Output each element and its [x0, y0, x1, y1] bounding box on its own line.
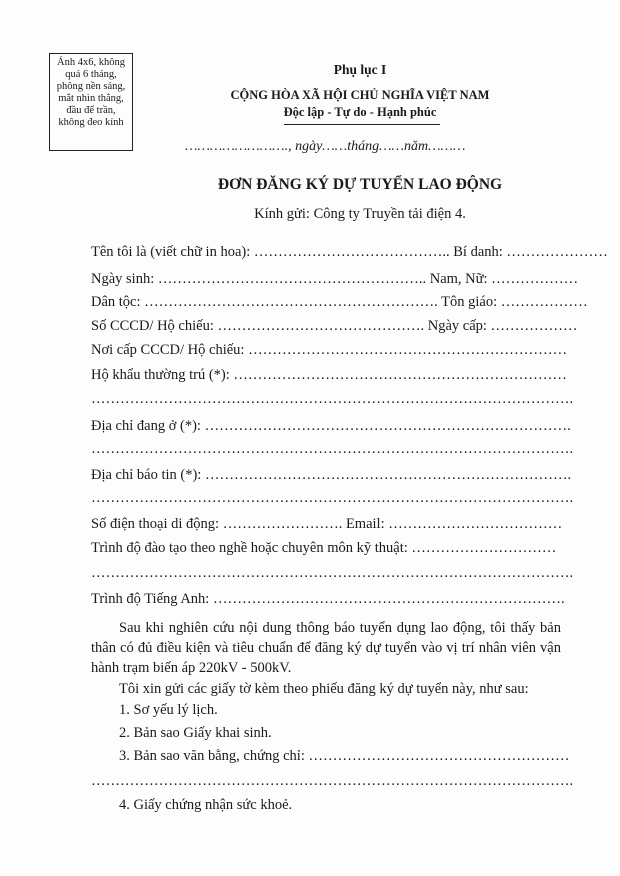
photo-box-line: đầu để trần,: [66, 105, 116, 116]
photo-box-line: phông nền sáng,: [56, 81, 126, 92]
field-ethnicity: Dân tộc: ……………………………………………………. Tôn giáo: ………………: [91, 294, 588, 310]
field-full-name: Tên tôi là (viết chữ in hoa): ………………………………….. Bí danh: …………………: [91, 244, 608, 260]
date-line: ……………………., ngày……tháng……năm………: [185, 139, 466, 154]
attachments-intro: Tôi xin gửi các giấy tờ kèm theo phiếu đăng ký dự tuyển này, như sau:: [119, 681, 529, 697]
addressee-line: Kính gửi: Công ty Truyền tải điện 4.: [254, 206, 466, 222]
attachment-item: 4. Giấy chứng nhận sức khoẻ.: [119, 797, 293, 813]
photo-box-line: không đeo kính: [58, 117, 124, 128]
field-current-address: Địa chỉ đang ở (*): ………………………………………………………………….: [91, 418, 571, 434]
motto-underline: [284, 124, 440, 125]
field-qualification: Trình độ đào tạo theo nghề hoặc chuyên môn kỹ thuật: …………………………: [91, 540, 557, 556]
photo-box-line: Ảnh 4x6, không: [57, 57, 125, 68]
photo-placeholder-box: [49, 53, 133, 151]
field-contact-address: Địa chỉ báo tin (*): ………………………………………………………………….: [91, 467, 572, 483]
attachment-item: 3. Bản sao văn bằng, chứng chỉ: ………………………………………………: [119, 748, 570, 764]
form-title: ĐƠN ĐĂNG KÝ DỰ TUYỂN LAO ĐỘNG: [217, 176, 503, 193]
nation-name: CỘNG HÒA XÃ HỘI CHỦ NGHĨA VIỆT NAM: [230, 88, 490, 102]
field-date-of-birth: Ngày sinh: ……………………………………………….. Nam, Nữ: ………………: [91, 271, 579, 287]
field-permanent-address: Hộ khẩu thường trú (*): ……………………………………………………………: [91, 367, 567, 383]
field-continuation-line: ……………………………………………………………………………………….: [91, 391, 574, 407]
attachment-item: 2. Bản sao Giấy khai sinh.: [119, 725, 272, 741]
field-phone-email: Số điện thoại di động: ……………………. Email: ………………………………: [91, 516, 563, 532]
photo-box-line: mắt nhìn thẳng,: [58, 93, 124, 104]
statement-paragraph: Sau khi nghiên cứu nội dung thông báo tuyển dụng lao động, tôi thấy bản thân có đủ điều kiện và tiêu chuẩn để đăng ký dự tuyển vào vị trí nhân viên vận hành trạm biến áp 220kV - 500kV.: [91, 620, 561, 676]
field-continuation-line: ……………………………………………………………………………………….: [91, 773, 574, 789]
appendix-label: Phụ lục I: [333, 62, 387, 77]
field-id-number: Số CCCD/ Hộ chiếu: ……………………………………. Ngày cấp: ………………: [91, 318, 578, 334]
field-english-level: Trình độ Tiếng Anh: ……………………………………………………………….: [91, 591, 565, 607]
field-continuation-line: ……………………………………………………………………………………….: [91, 490, 574, 506]
field-id-issue-place: Nơi cấp CCCD/ Hộ chiếu: …………………………………………………………: [91, 342, 568, 358]
field-continuation-line: ……………………………………………………………………………………….: [91, 441, 574, 457]
national-motto: Độc lập - Tự do - Hạnh phúc: [283, 105, 437, 119]
attachment-item: 1. Sơ yếu lý lịch.: [119, 702, 218, 718]
field-continuation-line: ……………………………………………………………………………………….: [91, 565, 574, 581]
photo-box-line: quá 6 tháng,: [65, 69, 117, 80]
